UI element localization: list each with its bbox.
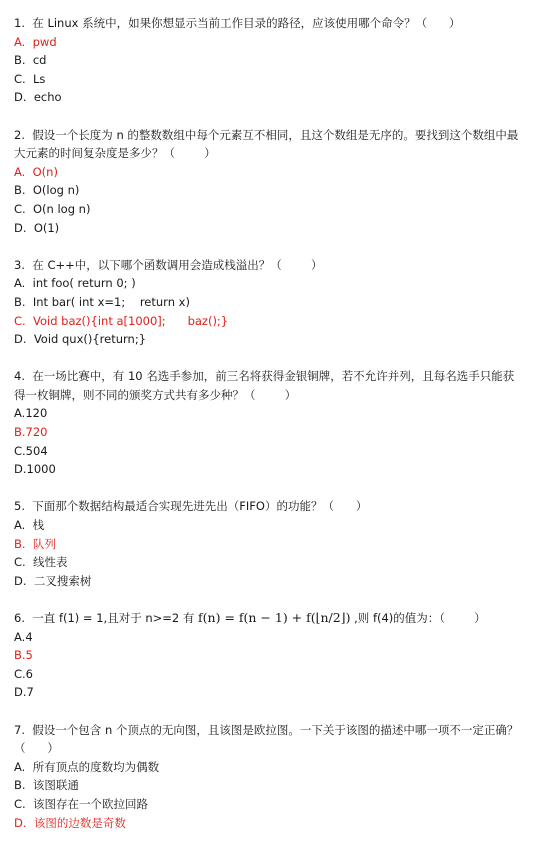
option-b: B. cd [14,53,47,68]
option-a: A. O(n) [14,164,58,179]
question-text: 3. 在 C++中，以下哪个函数调用会造成栈溢出？（ ） [14,257,323,272]
spacer [14,349,519,368]
question-1 [14,14,519,107]
question-text: 1. 在 Linux 系统中，如果你想显示当前工作目录的路径，应该使用哪个命令？（ ） [14,16,461,30]
spacer [14,702,519,721]
option-c: C.6 [14,666,34,681]
question-5 [14,497,519,590]
question-text-after: ,则 f(4)的值为：（ ） [350,611,486,625]
option-d: D. O(1) [14,220,60,235]
question-6 [14,609,519,702]
question-text-before: 6. 一直 f(1) = 1,且对于 n>=2 有 [14,611,199,625]
option-c: C. O(n log n) [14,201,91,216]
question-2 [14,126,519,238]
option-b: B.5 [14,648,33,663]
option-c: C.504 [14,443,48,458]
option-d: D.1000 [14,462,56,477]
option-d: D. Void qux(){return;} [14,332,147,347]
question-text: 2. 假设一个长度为 n 的整数数组中每个元素互不相同，且这个数组是无序的。要找到这个数组中最大元素的时间复杂度是多少？（ ） [14,127,519,161]
option-b: B. O(log n) [14,183,80,198]
spacer [14,590,519,609]
option-b: B. Int bar( int x=1; return x) [14,294,190,309]
option-a: A.120 [14,406,48,421]
question-text: 7. 假设一个包含 n 个顶点的无向图，且该图是欧拉图。一下关于该图的描述中哪一项不一定正确？（ ） [14,722,519,756]
option-b: B. 队列 [14,536,56,551]
option-b: B.720 [14,425,48,440]
option-b: B. 该图联通 [14,778,79,793]
option-c: C. Ls [14,71,46,86]
question-text [14,609,519,628]
option-d: D. 二叉搜索树 [14,573,92,588]
spacer [14,107,519,126]
question-text: 4. 在一场比赛中，有 10 名选手参加，前三名将获得金银铜牌，若不允许并列，且每名选手只能获得一枚铜牌，则不同的颁奖方式共有多少种？（ ） [14,369,515,402]
option-a: A.4 [14,629,33,644]
spacer [14,479,519,498]
recurrence-formula: f(n) = f(n − 1) + f(⌊n/2⌋) [198,610,351,625]
question-text: 5. 下面那个数据结构最适合实现先进先出（FIFO）的功能？（ ） [14,499,368,514]
option-a: A. 所有顶点的度数均为偶数 [14,759,160,774]
question-4 [14,367,519,479]
question-3 [14,256,519,349]
option-d: D. 该图的边数是奇数 [14,815,126,830]
option-c: C. 该图存在一个欧拉回路 [14,796,148,811]
spacer [14,237,519,256]
question-7 [14,721,519,833]
option-c: C. Void baz(){int a[1000]; baz();} [14,313,229,328]
option-d: D. echo [14,90,62,105]
option-c: C. 线性表 [14,555,68,570]
option-d: D.7 [14,685,34,700]
option-a: A. pwd [14,34,57,49]
option-a: A. int foo( return 0; ) [14,276,136,291]
option-a: A. 栈 [14,518,45,533]
